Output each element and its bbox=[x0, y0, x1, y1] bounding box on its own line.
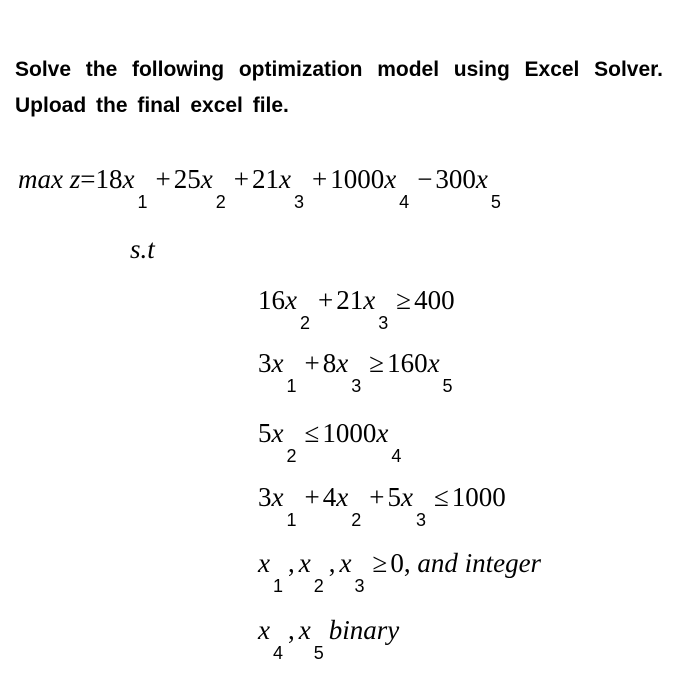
rhs-term-subscript: 5 bbox=[442, 376, 453, 396]
objective-term-coefficient: 25 bbox=[173, 164, 201, 194]
domain-subscript: 2 bbox=[313, 576, 324, 596]
relation-sign: ≥ bbox=[396, 285, 412, 315]
objective-term-variable: x bbox=[200, 164, 213, 194]
objective-term-coefficient: 1000 bbox=[330, 164, 385, 194]
relation-sign: ≥ bbox=[372, 548, 388, 578]
lhs-term-subscript: 1 bbox=[286, 510, 297, 530]
question-prompt: Solve the following optimization model using Excel Solver. Upload the final excel file. bbox=[15, 58, 663, 117]
rhs-term-coefficient: 1000 bbox=[322, 418, 377, 448]
constraint-2 bbox=[258, 348, 458, 396]
objective-term-subscript: 2 bbox=[215, 192, 226, 212]
operator: + bbox=[233, 164, 249, 194]
operator: + bbox=[311, 164, 328, 194]
lhs-term-subscript: 1 bbox=[286, 376, 297, 396]
lhs-term-coefficient: 8 bbox=[322, 348, 337, 378]
relation-sign: ≥ bbox=[369, 348, 385, 378]
lhs-term-coefficient: 4 bbox=[322, 482, 337, 512]
operator: + bbox=[304, 482, 320, 512]
equals-sign: = bbox=[80, 164, 96, 194]
lhs-term-subscript: 3 bbox=[351, 376, 362, 396]
domain-subscript: 1 bbox=[272, 576, 283, 596]
domain-variable: x bbox=[298, 548, 311, 578]
lhs-term-subscript: 2 bbox=[299, 313, 310, 333]
lhs-term-coefficient: 3 bbox=[258, 348, 272, 378]
domain-subscript: 5 bbox=[313, 643, 324, 663]
rhs-term-coefficient: 160 bbox=[387, 348, 428, 378]
lhs-term-subscript: 3 bbox=[415, 510, 426, 530]
domain-variable: x bbox=[258, 615, 270, 645]
objective-term-subscript: 3 bbox=[293, 192, 304, 212]
objective-term-coefficient: 18 bbox=[95, 164, 123, 194]
integer-domain-constraint bbox=[258, 548, 542, 596]
objective-term-coefficient: 21 bbox=[251, 164, 279, 194]
lhs-term-variable: x bbox=[400, 482, 413, 512]
lhs-term-variable: x bbox=[271, 418, 284, 448]
lhs-term-subscript: 3 bbox=[378, 313, 389, 333]
relation-sign: ≤ bbox=[304, 418, 320, 448]
rhs-term-subscript: 4 bbox=[391, 446, 402, 466]
objective-variable: z bbox=[69, 164, 81, 194]
operator: + bbox=[369, 482, 385, 512]
objective-term-subscript: 1 bbox=[137, 192, 148, 212]
lhs-term-subscript: 2 bbox=[286, 446, 297, 466]
operator: − bbox=[417, 164, 433, 194]
lhs-term-variable: x bbox=[271, 482, 284, 512]
domain-variable: x bbox=[339, 548, 352, 578]
comma-separator: , bbox=[288, 615, 295, 645]
comma-separator: , bbox=[288, 548, 295, 578]
objective-term-variable: x bbox=[475, 164, 488, 194]
constraint-4 bbox=[258, 482, 506, 530]
lhs-term-coefficient: 5 bbox=[258, 418, 272, 448]
rhs-term-coefficient: 400 bbox=[414, 285, 455, 315]
lhs-term-variable: x bbox=[336, 482, 349, 512]
lhs-term-coefficient: 3 bbox=[258, 482, 272, 512]
operator: + bbox=[318, 285, 334, 315]
lhs-term-variable: x bbox=[363, 285, 376, 315]
domain-text: binary bbox=[328, 615, 400, 645]
lhs-term-variable: x bbox=[271, 348, 284, 378]
objective-term-subscript: 4 bbox=[399, 192, 410, 212]
domain-subscript: 4 bbox=[272, 643, 283, 663]
objective-term-variable: x bbox=[384, 164, 397, 194]
lhs-term-variable: x bbox=[285, 285, 297, 315]
domain-text: and integer bbox=[417, 548, 542, 578]
lhs-term-variable: x bbox=[336, 348, 349, 378]
lhs-term-subscript: 2 bbox=[351, 510, 362, 530]
subject-to-label: s.t bbox=[130, 234, 155, 264]
rhs-term-coefficient: 1000 bbox=[451, 482, 506, 512]
constraint-1 bbox=[258, 285, 455, 333]
lhs-term-coefficient: 16 bbox=[258, 285, 285, 315]
lhs-term-coefficient: 21 bbox=[336, 285, 364, 315]
constraint-3 bbox=[258, 418, 406, 466]
relation-sign: ≤ bbox=[433, 482, 449, 512]
objective-sense: max bbox=[18, 164, 63, 194]
objective-term-variable: x bbox=[278, 164, 291, 194]
operator: + bbox=[155, 164, 171, 194]
comma-separator: , bbox=[328, 548, 336, 578]
domain-variable: x bbox=[298, 615, 311, 645]
objective-term-variable: x bbox=[122, 164, 135, 194]
lhs-term-coefficient: 5 bbox=[387, 482, 401, 512]
domain-variable: x bbox=[258, 548, 270, 578]
binary-domain-constraint bbox=[258, 615, 400, 663]
domain-subscript: 3 bbox=[354, 576, 365, 596]
objective-term-subscript: 5 bbox=[490, 192, 501, 212]
domain-value: 0, bbox=[390, 548, 411, 578]
rhs-term-variable: x bbox=[427, 348, 440, 378]
operator: + bbox=[304, 348, 320, 378]
objective-term-coefficient: 300 bbox=[435, 164, 476, 194]
objective-function bbox=[18, 164, 506, 212]
objective-terms bbox=[95, 164, 505, 212]
rhs-term-variable: x bbox=[376, 418, 389, 448]
